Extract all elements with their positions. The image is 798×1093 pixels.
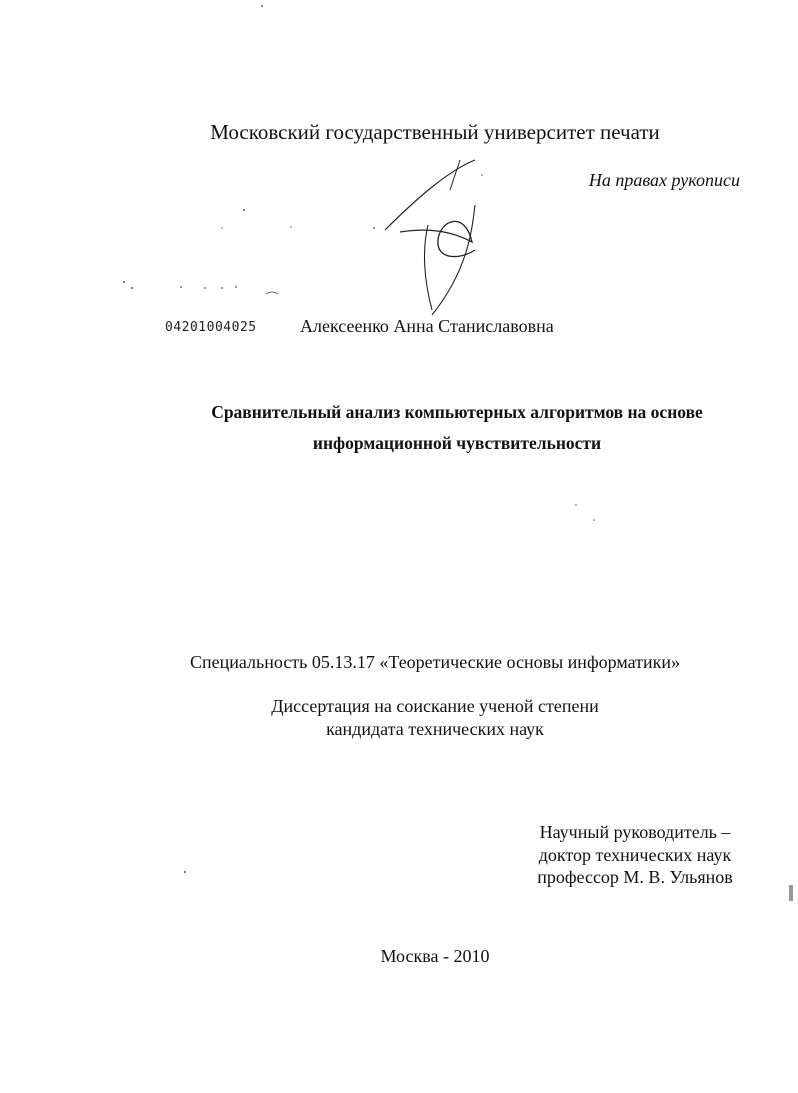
adviser-line-2: доктор технических наук (538, 845, 732, 865)
dissertation-line-2: кандидата технических наук (326, 719, 544, 739)
city-year: Москва - 2010 (380, 946, 490, 966)
thesis-title-line-1: Сравнительный анализ компьютерных алгоритмов на основе (211, 402, 703, 422)
adviser-line-3: профессор М. В. Ульянов (537, 867, 733, 887)
author-name: Алексеенко Анна Станиславовна (300, 316, 554, 336)
thesis-title-line-2: информационной чувствительности (312, 433, 602, 453)
dissertation-line-1: Диссертация на соискание ученой степени (271, 696, 599, 716)
manuscript-note: На правах рукописи (588, 170, 740, 190)
archive-code: 04201004025 (165, 320, 257, 335)
university-name: Московский государственный университет печати (210, 120, 660, 144)
adviser-line-1: Научный руководитель – (539, 822, 731, 842)
specialty-line: Специальность 05.13.17 «Теоретические основы информатики» (190, 652, 680, 672)
